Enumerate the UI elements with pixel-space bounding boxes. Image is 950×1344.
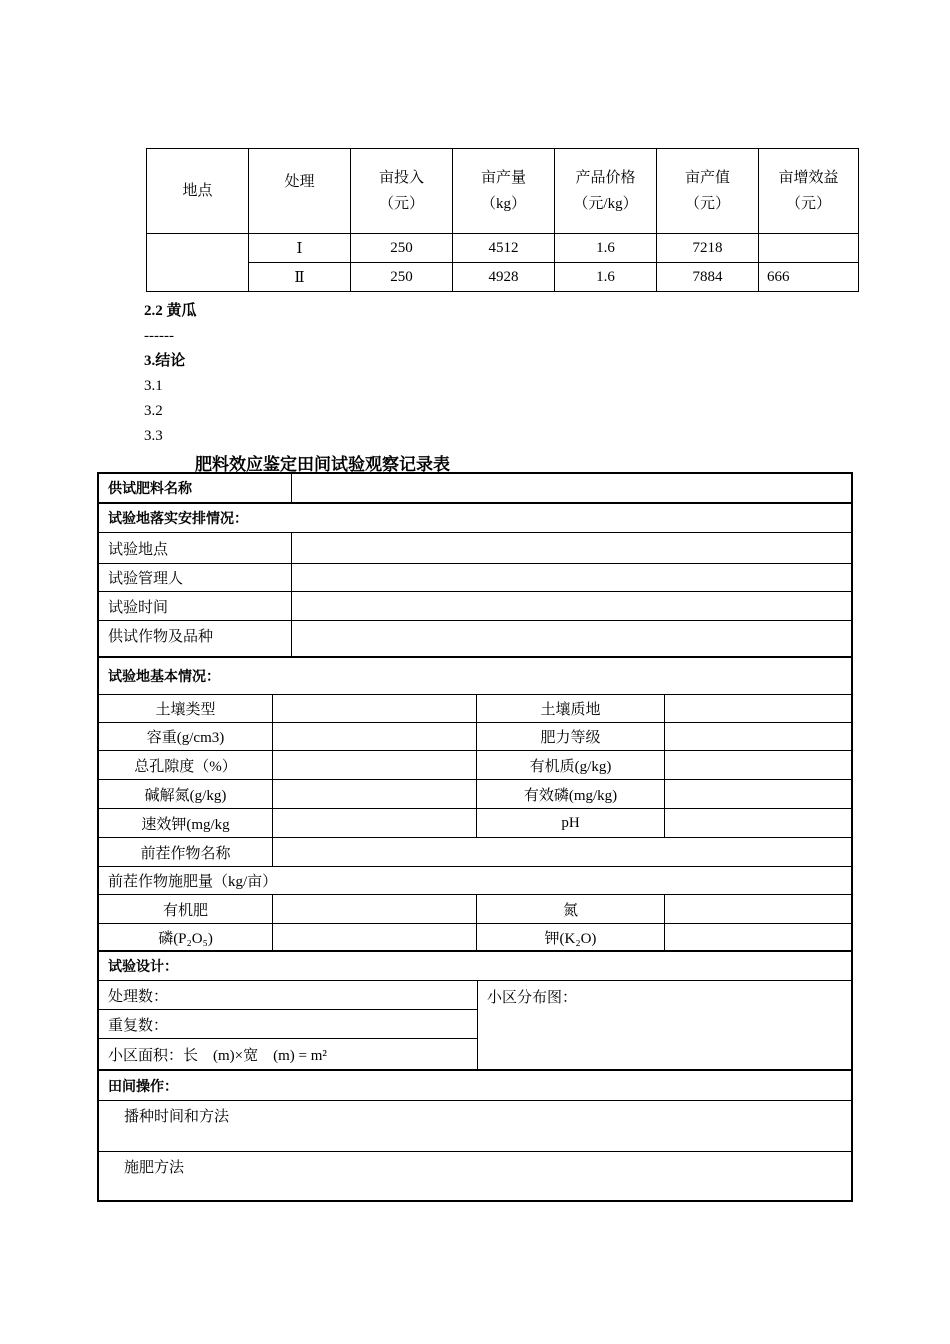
value-cell: 7884	[657, 263, 759, 292]
site-row	[99, 533, 851, 564]
price-cell: 1.6	[555, 234, 657, 263]
prev-crop-value[interactable]	[273, 838, 851, 866]
table-header-row	[147, 149, 859, 234]
fert-method-label[interactable]: 施肥方法	[124, 1160, 185, 1176]
sowing-label[interactable]: 播种时间和方法	[124, 1109, 230, 1125]
basic-row	[99, 658, 851, 695]
fert-grade-value[interactable]	[665, 723, 851, 750]
ph-label: pH	[477, 809, 665, 837]
nitrogen-label: 氮	[477, 895, 665, 923]
value-cell: 7218	[657, 234, 759, 263]
plot-area-row	[99, 1039, 477, 1069]
org-fert-label: 有机肥	[99, 895, 273, 923]
avail-p-value[interactable]	[665, 780, 851, 808]
rep-num-row	[99, 1010, 477, 1039]
phos-value[interactable]	[273, 924, 477, 950]
rep-num-label[interactable]: 重复数：	[108, 1017, 169, 1034]
org-fert-value[interactable]	[273, 895, 477, 923]
plot-area-label[interactable]: 小区面积：长 (m)×宽 (m) = m²	[108, 1047, 327, 1064]
yield-cell: 4928	[453, 263, 555, 292]
item-3-2: 3.2	[144, 403, 163, 419]
header-yield: 亩产量 （kg）	[453, 149, 555, 234]
location-cell	[147, 234, 249, 292]
soil-type-value[interactable]	[273, 695, 477, 722]
table-row	[147, 263, 859, 292]
header-price: 产品价格 （元/kg）	[555, 149, 657, 234]
arrange-row	[99, 504, 851, 533]
crop-row	[99, 621, 851, 658]
time-row	[99, 592, 851, 621]
organic-value[interactable]	[665, 751, 851, 779]
alk-n-label: 碱解氮(g/kg)	[99, 780, 273, 808]
bulk-row	[99, 723, 851, 751]
site-label: 试验地点	[99, 533, 292, 563]
time-value[interactable]	[292, 592, 851, 620]
sowing-row	[99, 1101, 851, 1152]
input-cell: 250	[351, 263, 453, 292]
form-title: 肥料效应鉴定田间试验观察记录表	[195, 455, 450, 475]
bulk-label: 容重(g/cm3)	[99, 723, 273, 750]
prev-crop-row	[99, 838, 851, 867]
fert-grade-label: 肥力等级	[477, 723, 665, 750]
bulk-value[interactable]	[273, 723, 477, 750]
porosity-value[interactable]	[273, 751, 477, 779]
manager-label: 试验管理人	[99, 564, 292, 591]
porosity-label: 总孔隙度（%）	[99, 751, 273, 779]
alk-n-value[interactable]	[273, 780, 477, 808]
avail-k-row	[99, 809, 851, 838]
soil-texture-label: 土壤质地	[477, 695, 665, 722]
header-location: 地点	[147, 149, 249, 234]
gain-cell	[759, 234, 859, 263]
phos-label: 磷(P₂O₅)	[99, 924, 273, 950]
alk-n-row	[99, 780, 851, 809]
dash-separator: ------	[144, 328, 174, 344]
prev-fert-row	[99, 867, 851, 895]
price-cell: 1.6	[555, 263, 657, 292]
time-label: 试验时间	[99, 592, 292, 620]
ops-row	[99, 1071, 851, 1101]
prev-fert-label: 前茬作物施肥量（kg/亩）	[108, 874, 278, 890]
yield-cell: 4512	[453, 234, 555, 263]
soil-texture-value[interactable]	[665, 695, 851, 722]
prev-crop-label: 前茬作物名称	[99, 838, 273, 866]
header-treatment: 处理	[249, 149, 351, 234]
arrange-label: 试验地落实安排情况：	[108, 511, 248, 527]
fert-name-row	[99, 474, 851, 504]
gain-cell: 666	[759, 263, 859, 292]
porosity-row	[99, 751, 851, 780]
header-gain: 亩增效益 （元）	[759, 149, 859, 234]
section-2-2-heading: 2.2 黄瓜	[144, 303, 197, 319]
avail-k-value[interactable]	[273, 809, 477, 837]
avail-k-label: 速效钾(mg/kg	[99, 809, 273, 837]
design-row	[99, 952, 851, 981]
fert-name-label: 供试肥料名称	[99, 474, 292, 502]
manager-row	[99, 564, 851, 592]
org-fert-row	[99, 895, 851, 924]
avail-p-label: 有效磷(mg/kg)	[477, 780, 665, 808]
basic-label: 试验地基本情况：	[108, 669, 220, 685]
fert-name-value[interactable]	[292, 474, 851, 502]
item-3-1: 3.1	[144, 378, 163, 394]
potash-value[interactable]	[665, 924, 851, 950]
table-row	[147, 234, 859, 263]
ph-value[interactable]	[665, 809, 851, 837]
crop-label: 供试作物及品种	[99, 621, 292, 656]
header-value: 亩产值 （元）	[657, 149, 759, 234]
manager-value[interactable]	[292, 564, 851, 591]
item-3-3: 3.3	[144, 428, 163, 444]
observation-record-form	[97, 472, 853, 1202]
plot-map-box[interactable]	[477, 981, 851, 1071]
treat-num-row	[99, 981, 477, 1010]
plot-map-label: 小区分布图：	[487, 990, 578, 1006]
crop-value[interactable]	[292, 621, 851, 656]
potash-label: 钾(K₂O)	[477, 924, 665, 950]
section-3-heading: 3.结论	[144, 353, 186, 369]
header-input: 亩投入 （元）	[351, 149, 453, 234]
ops-label: 田间操作：	[108, 1078, 178, 1095]
phos-row	[99, 924, 851, 952]
soil-type-label: 土壤类型	[99, 695, 273, 722]
nitrogen-value[interactable]	[665, 895, 851, 923]
site-value[interactable]	[292, 533, 851, 563]
fert-method-row	[99, 1152, 851, 1200]
input-cell: 250	[351, 234, 453, 263]
treat-num-label[interactable]: 处理数：	[108, 988, 169, 1005]
treatment-cell: Ⅰ	[249, 234, 351, 263]
yield-benefit-table	[146, 148, 859, 292]
soil-row	[99, 695, 851, 723]
treatment-cell: Ⅱ	[249, 263, 351, 292]
organic-label: 有机质(g/kg)	[477, 751, 665, 779]
design-label: 试验设计：	[108, 959, 178, 975]
